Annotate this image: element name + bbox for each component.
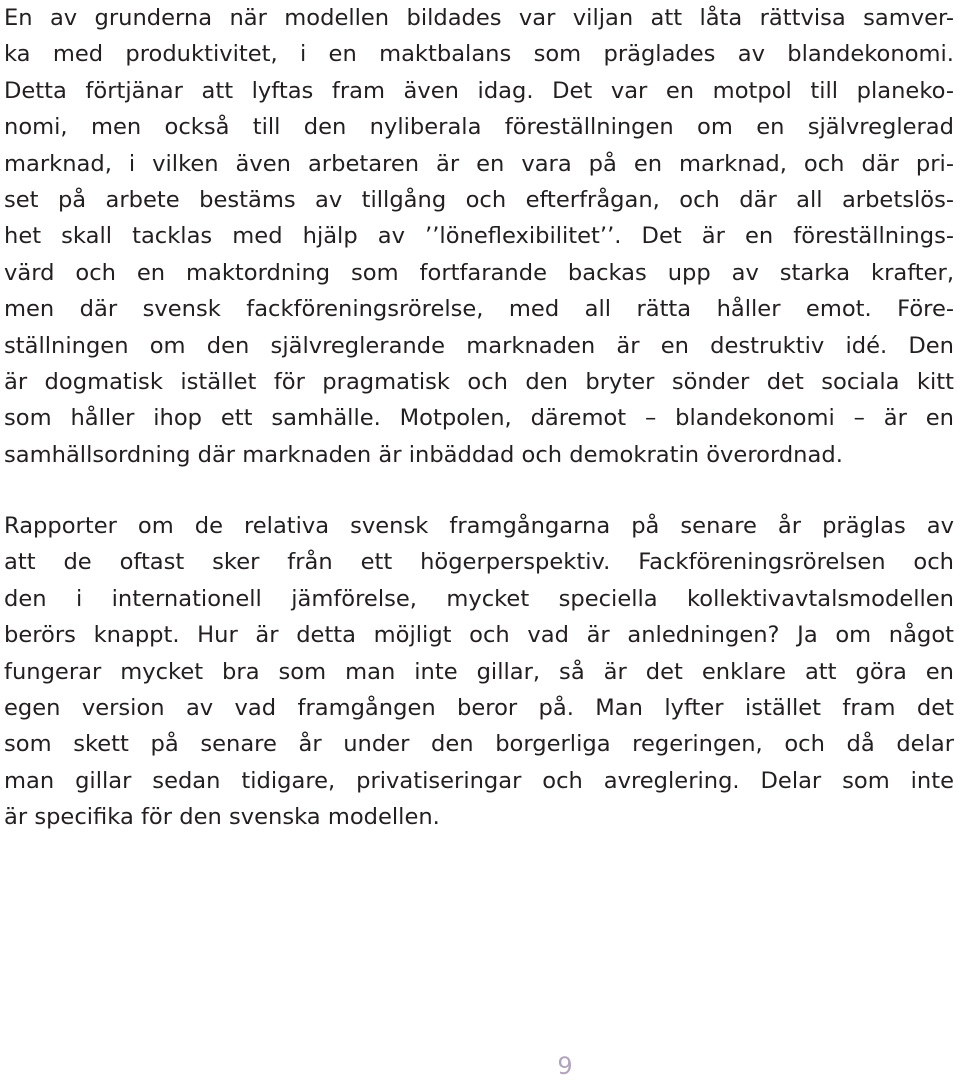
- text-line: man gillar sedan tidigare, privatiseringar och avreglering. Delar som inte: [4, 767, 954, 794]
- text-line: Rapporter om de relativa svensk framgångarna på senare år präglas av: [4, 513, 954, 539]
- text-line: set på arbete bestäms av tillgång och efterfrågan, och där all arbetslös-: [4, 186, 954, 213]
- text-line: värd och en maktordning som fortfarande backas upp av starka krafter,: [4, 259, 954, 286]
- text-line: marknad, i vilken även arbetaren är en vara på en marknad, och där pri-: [4, 150, 954, 177]
- text-line: berörs knappt. Hur är detta möjligt och vad är anledningen? Ja om något: [4, 622, 954, 649]
- text-line: samhällsordning där marknaden är inbäddad och demokratin överordnad.: [4, 441, 843, 468]
- paragraph-1: [4, 0, 954, 473]
- paragraph-2: [4, 508, 954, 836]
- text-line: ka med produktivitet, i en maktbalans som präglades av blandekonomi.: [4, 41, 954, 68]
- text-line: nomi, men också till den nyliberala föreställningen om en självreglerad: [4, 114, 954, 141]
- text-line: som håller ihop ett samhälle. Motpolen, däremot – blandekonomi – är en: [4, 405, 954, 432]
- text-line: egen version av vad framgången beror på. Man lyfter istället fram det: [4, 694, 954, 721]
- text-line: fungerar mycket bra som man inte gillar, så är det enklare att göra en: [4, 658, 954, 685]
- text-line: är specifika för den svenska modellen.: [4, 804, 440, 831]
- text-line: men där svensk fackföreningsrörelse, med all rätta håller emot. Före-: [4, 296, 954, 323]
- text-line: är dogmatisk istället för pragmatisk och den bryter sönder det sociala kitt: [4, 368, 954, 395]
- text-line: En av grunderna när modellen bildades var viljan att låta rättvisa samver-: [4, 5, 954, 31]
- text-line: den i internationell jämförelse, mycket speciella kollektivavtalsmodellen: [4, 585, 954, 612]
- page-number: 9: [557, 1052, 573, 1080]
- text-line: ställningen om den självreglerande marknaden är en destruktiv idé. Den: [4, 332, 954, 359]
- text-line: som skett på senare år under den borgerliga regeringen, och då delar: [4, 731, 954, 758]
- text-line: att de oftast sker från ett högerperspektiv. Fackföreningsrörelsen och: [4, 549, 954, 576]
- text-line: het skall tacklas med hjälp av ’’löneflexibilitet’’. Det är en föreställnings-: [4, 223, 954, 250]
- text-line: Detta förtjänar att lyftas fram även idag. Det var en motpol till planeko-: [4, 77, 954, 104]
